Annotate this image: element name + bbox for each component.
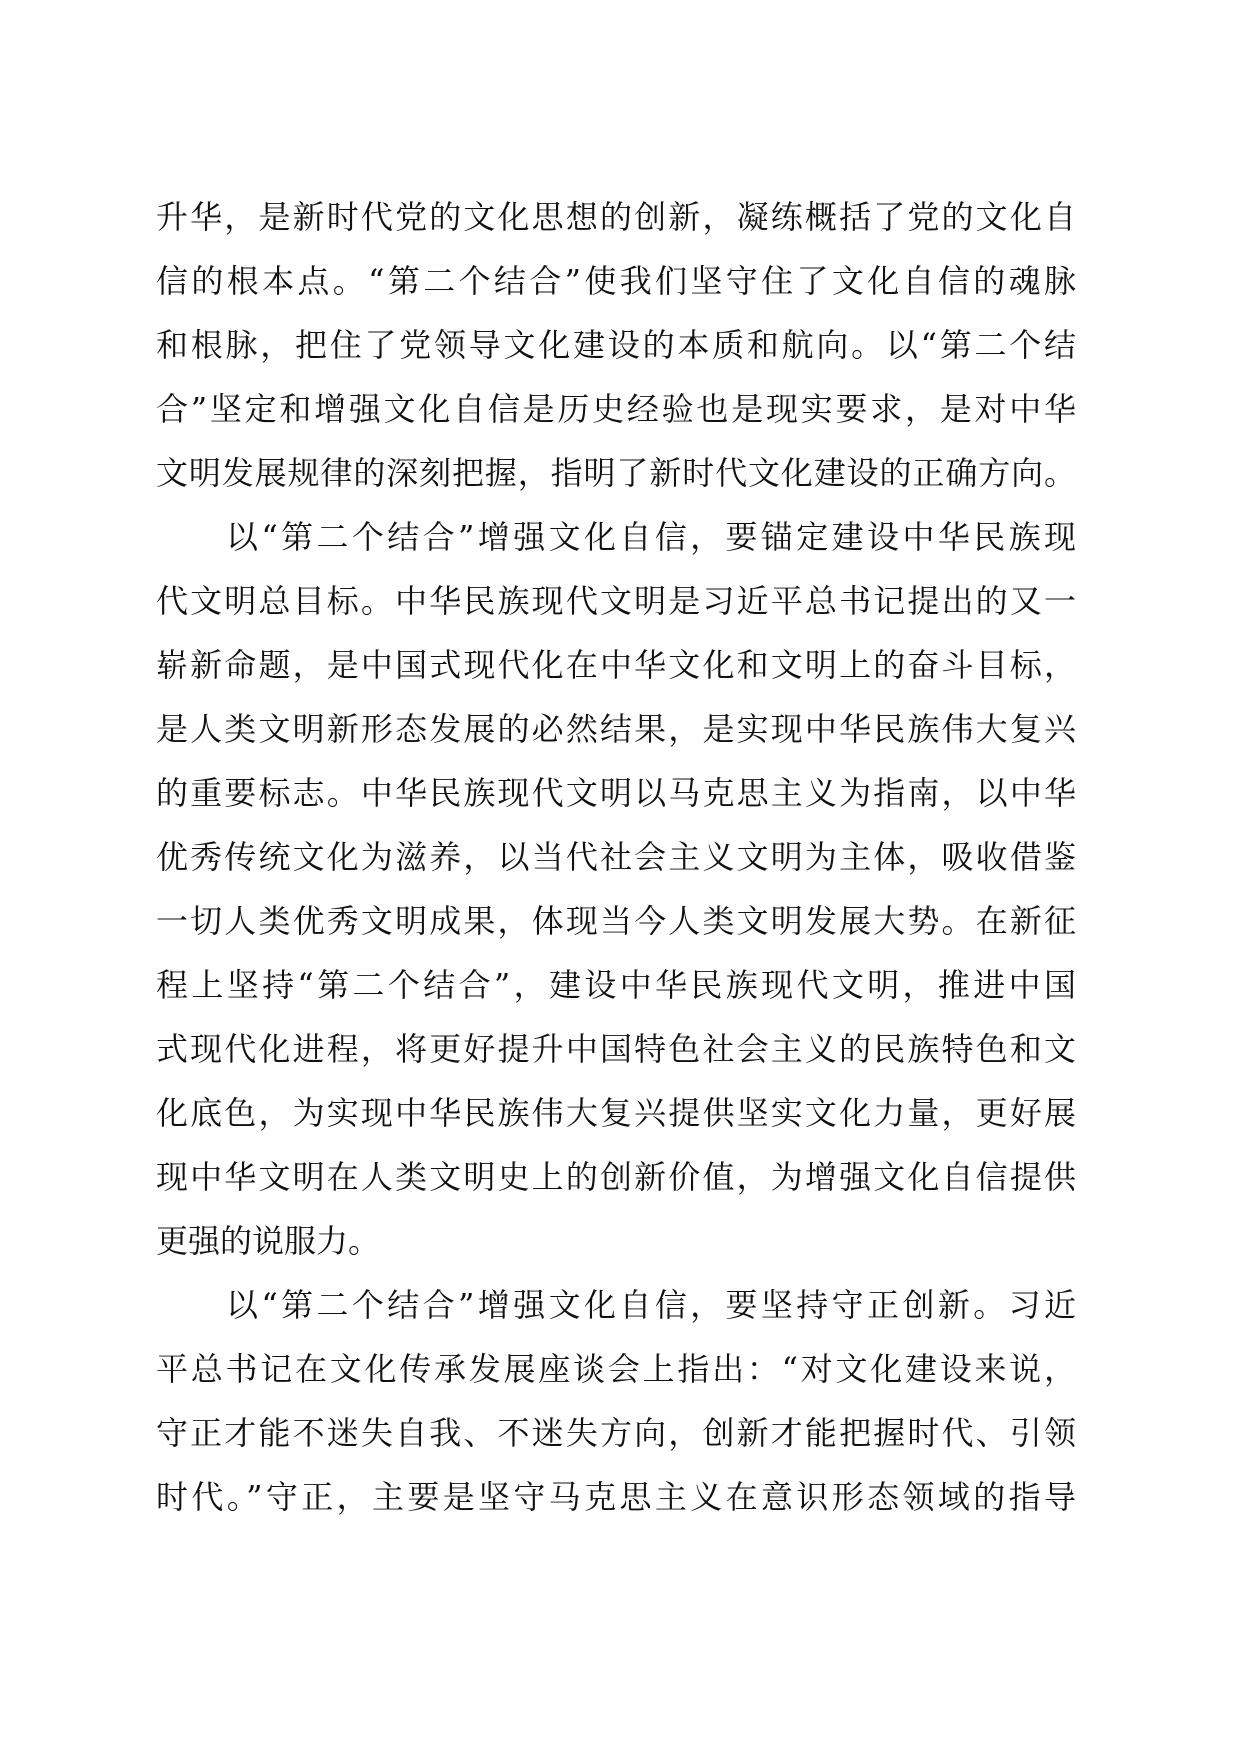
- text-line: 和根脉，把住了党领导文化建设的本质和航向。以“第二个结: [156, 326, 1076, 364]
- text-line: 时代。”守正，主要是坚守马克思主义在意识形态领域的指导: [156, 1478, 1076, 1516]
- text-line: 代文明总目标。中华民族现代文明是习近平总书记提出的又一: [156, 582, 1076, 620]
- text-line: 守正才能不迷失自我、不迷失方向，创新才能把握时代、引领: [156, 1414, 1076, 1452]
- text-line: 程上坚持“第二个结合”，建设中华民族现代文明，推进中国: [156, 966, 1076, 1004]
- text-line: 是人类文明新形态发展的必然结果，是实现中华民族伟大复兴: [156, 710, 1076, 748]
- paragraph-start-line: 以“第二个结合”增强文化自信，要锚定建设中华民族现: [226, 518, 1076, 556]
- text-line: 升华，是新时代党的文化思想的创新，凝练概括了党的文化自: [156, 198, 1076, 236]
- paragraph-start-line: 以“第二个结合”增强文化自信，要坚持守正创新。习近: [226, 1286, 1076, 1324]
- body-text: [156, 185, 1076, 1529]
- text-line: 现中华文明在人类文明史上的创新价值，为增强文化自信提供: [156, 1158, 1076, 1196]
- text-line: 优秀传统文化为滋养，以当代社会主义文明为主体，吸收借鉴: [156, 838, 1076, 876]
- text-line: 崭新命题，是中国式现代化在中华文化和文明上的奋斗目标，: [156, 646, 1076, 684]
- text-line: 平总书记在文化传承发展座谈会上指出：“对文化建设来说，: [156, 1350, 1076, 1388]
- text-line: 化底色，为实现中华民族伟大复兴提供坚实文化力量，更好展: [156, 1094, 1076, 1132]
- text-line: 信的根本点。“第二个结合”使我们坚守住了文化自信的魂脉: [156, 262, 1076, 300]
- text-line: 文明发展规律的深刻把握，指明了新时代文化建设的正确方向。: [156, 454, 1076, 492]
- paragraph-end-line: 更强的说服力。: [156, 1222, 381, 1260]
- text-line: 一切人类优秀文明成果，体现当今人类文明发展大势。在新征: [156, 902, 1076, 940]
- text-line: 的重要标志。中华民族现代文明以马克思主义为指南，以中华: [156, 774, 1076, 812]
- text-line: 合”坚定和增强文化自信是历史经验也是现实要求，是对中华: [156, 390, 1076, 428]
- text-line: 式现代化进程，将更好提升中国特色社会主义的民族特色和文: [156, 1030, 1076, 1068]
